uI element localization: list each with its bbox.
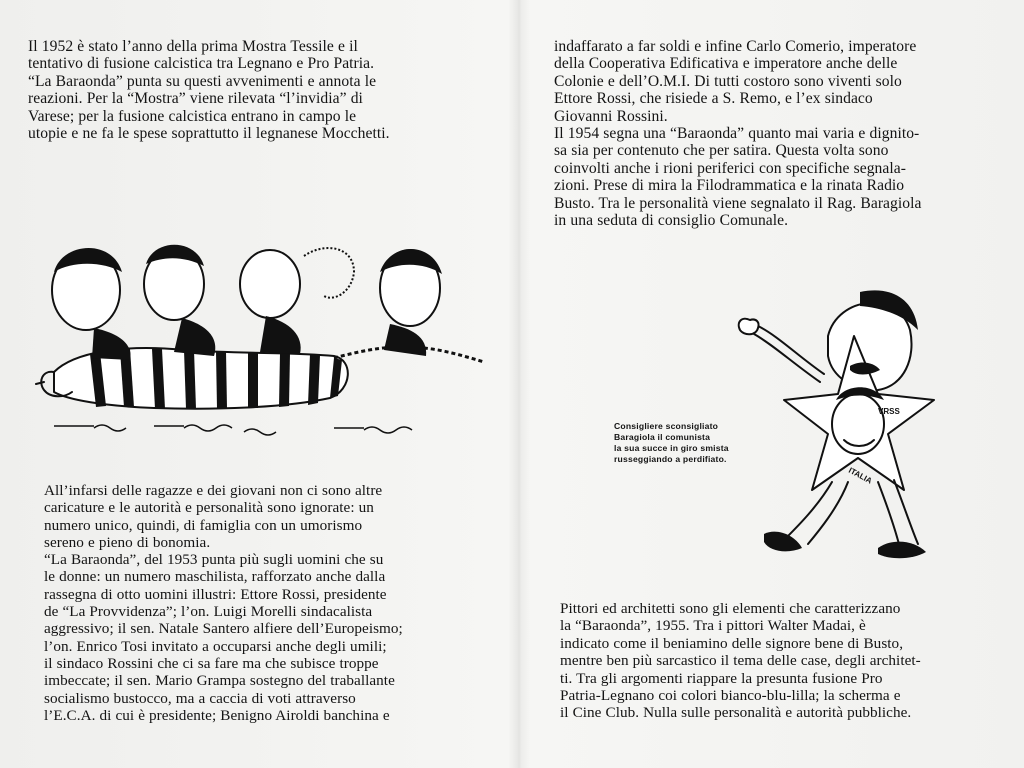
text-line: le donne: un numero maschilista, rafforzato anche dalla bbox=[44, 568, 386, 586]
text-line: socialismo bustocco, ma a caccia di voti attraverso bbox=[44, 689, 356, 707]
text-line: All’infarsi delle ragazze e dei giovani non ci sono altre bbox=[44, 482, 383, 499]
text-line: utopie e ne fa le spese soprattutto il legnanese Mocchetti. bbox=[28, 125, 390, 143]
text-line: l’on. Enrico Tosi invitato a occuparsi anche degli umili; bbox=[44, 637, 387, 655]
text-line: il sindaco Rossini che ci sa fare ma che subisce troppe bbox=[44, 654, 379, 672]
text-line: numero unico, quindi, di famiglia con un umorismo bbox=[44, 516, 363, 534]
text-line: Il 1952 è stato l’anno della prima Mostra Tessile e il bbox=[28, 38, 358, 55]
text-line: sa sia per contenuto che per satira. Questa volta sono bbox=[554, 142, 889, 160]
text-line: l’E.C.A. di cui è presidente; Benigno Airoldi banchina e bbox=[44, 706, 390, 724]
text-line: zioni. Prese di mira la Filodrammatica e la rinata Radio bbox=[554, 177, 905, 195]
text-line: Ettore Rossi, che risiede a S. Remo, e l’ex sindaco bbox=[554, 90, 873, 108]
text-line: rassegna di otto uomini illustri: Ettore Rossi, presidente bbox=[44, 585, 387, 603]
caricature-group-drawing bbox=[34, 232, 506, 444]
text-line: la “Baraonda”, 1955. Tra i pittori Walter Madai, è bbox=[560, 617, 866, 635]
text-line: indaffarato a far soldi e infine Carlo Comerio, imperatore bbox=[554, 38, 917, 55]
caption-line: Baragiola il comunista bbox=[614, 432, 711, 442]
text-line: caricature e le autorità e personalità sono ignorate: un bbox=[44, 499, 374, 517]
text-line: aggressivo; il sen. Natale Santero alfiere dell’Europeismo; bbox=[44, 620, 403, 638]
text-line: Giovanni Rossini. bbox=[554, 107, 668, 125]
left-top-paragraph bbox=[28, 38, 506, 142]
text-line: reazioni. Per la “Mostra” viene rilevata “l’invidia” di bbox=[28, 90, 363, 108]
text-line: Il 1954 segna una “Baraonda” quanto mai varia e dignito- bbox=[554, 125, 920, 143]
caption-line: la sua succe in giro smista bbox=[614, 443, 729, 453]
text-line: della Cooperativa Edificativa e imperatore anche delle bbox=[554, 55, 898, 73]
text-line: in una seduta di consiglio Comunale. bbox=[554, 212, 789, 230]
text-line: imbeccate; il sen. Mario Grampa sostegno del traballante bbox=[44, 672, 395, 690]
text-line: de “La Provvidenza”; l’on. Luigi Morelli sindacalista bbox=[44, 603, 373, 621]
text-line: “La Baraonda”, del 1953 punta più sugli uomini che su bbox=[44, 551, 384, 569]
text-line: ti. Tra gli argomenti riappare la presunta fusione Pro bbox=[560, 669, 883, 687]
caption-line: Consigliere sconsigliato bbox=[614, 421, 719, 431]
text-line: il Cine Club. Nulla sulle personalità e autorità pubbliche. bbox=[560, 704, 912, 722]
caricature-star-drawing bbox=[728, 286, 948, 572]
text-line: tentativo di fusione calcistica tra Legnano e Pro Patria. bbox=[28, 55, 375, 73]
star-label-italia: ITALIA bbox=[847, 465, 874, 486]
star-label-vrss: VRSS bbox=[878, 407, 900, 416]
left-bottom-paragraph bbox=[44, 482, 510, 724]
text-line: sereno e pieno di bonomia. bbox=[44, 533, 211, 551]
text-line: Pittori ed architetti sono gli elementi che caratterizzano bbox=[560, 600, 901, 617]
right-bottom-paragraph bbox=[560, 600, 1014, 722]
text-line: indicato come il beniamino delle signore bene di Busto, bbox=[560, 634, 904, 652]
text-line: Busto. Tra le personalità viene segnalato il Rag. Baragiola bbox=[554, 194, 922, 212]
text-line: mentre ben più sarcastico il tema delle case, degli architet- bbox=[560, 652, 921, 670]
caption-line: russeggiando a perdifiato. bbox=[614, 454, 727, 464]
caricature-star-illustration bbox=[728, 286, 948, 572]
text-line: Patria-Legnano coi colori bianco-blu-lilla; la scherma e bbox=[560, 687, 901, 705]
text-line: Colonie e dell’O.M.I. Di tutti costoro sono viventi solo bbox=[554, 72, 902, 90]
page-gutter bbox=[508, 0, 530, 768]
text-line: Varese; per la fusione calcistica entrano in campo le bbox=[28, 107, 357, 125]
caricature-group-illustration bbox=[34, 232, 506, 444]
right-top-paragraph bbox=[554, 38, 1016, 229]
text-line: coinvolti anche i rioni periferici con specifiche segnala- bbox=[554, 159, 906, 177]
text-line: “La Baraonda” punta su questi avvenimenti e annota le bbox=[28, 72, 377, 90]
